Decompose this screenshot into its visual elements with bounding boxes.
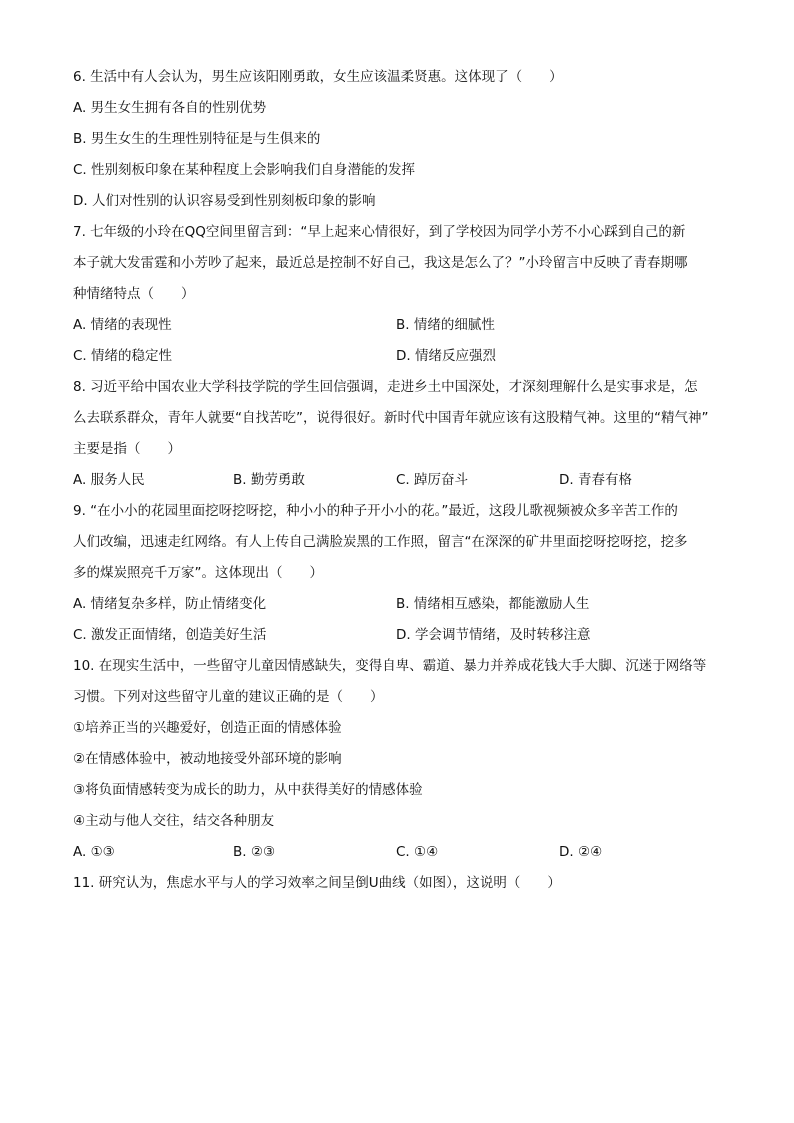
question-8-stem-line-3: 主要是指（ ） (73, 441, 181, 457)
exam-page (73, 62, 733, 899)
question-10-statement-1: ①培养正当的兴趣爱好，创造正面的情感体验 (73, 720, 342, 736)
question-8-stem-line-2: 么去联系群众，青年人就要“自找苦吃”，说得很好。新时代中国青年就应该有这股精气神。这里的“精气神” (73, 410, 709, 426)
question-8-option-b: B. 勤劳勇敢 (233, 472, 305, 488)
question-7-option-c: C. 情绪的稳定性 (73, 348, 173, 364)
question-9-option-a: A. 情绪复杂多样，防止情绪变化 (73, 596, 267, 612)
question-7-options-row-1 (73, 310, 733, 341)
question-9-option-c: C. 激发正面情绪，创造美好生活 (73, 627, 267, 643)
question-8-options-row (73, 465, 733, 496)
question-7-option-b: B. 情绪的细腻性 (396, 317, 495, 333)
question-6-option-a: A. 男生女生拥有各自的性别优势 (73, 100, 267, 116)
question-10 (73, 651, 733, 868)
question-10-options-row (73, 837, 733, 868)
question-10-statement-2: ②在情感体验中，被动地接受外部环境的影响 (73, 751, 342, 767)
question-10-option-c: C. ①④ (396, 844, 439, 860)
question-6 (73, 62, 733, 217)
question-9-stem-line-2: 人们改编，迅速走红网络。有人上传自己满脸炭黑的工作照，留言“在深深的矿井里面挖呀挖呀挖，挖多 (73, 534, 688, 550)
question-9-options-row-2 (73, 620, 733, 651)
question-9-option-b: B. 情绪相互感染，都能激励人生 (396, 596, 590, 612)
question-9-stem-line-1: 9. “在小小的花园里面挖呀挖呀挖，种小小的种子开小小的花。”最近，这段儿歌视频被众多辛苦工作的 (73, 503, 678, 519)
question-8-stem-line-1: 8. 习近平给中国农业大学科技学院的学生回信强调，走进乡土中国深处，才深刻理解什么是实事求是，怎 (73, 379, 698, 395)
question-7-stem-line-3: 种情绪特点（ ） (73, 286, 195, 302)
question-8-option-d: D. 青春有格 (559, 472, 632, 488)
question-8-option-a: A. 服务人民 (73, 472, 145, 488)
question-7 (73, 217, 733, 372)
question-10-stem-line-1: 10. 在现实生活中，一些留守儿童因情感缺失，变得自卑、霸道、暴力并养成花钱大手大脚、沉迷于网络等 (73, 658, 707, 674)
question-7-options-row-2 (73, 341, 733, 372)
question-10-stem-line-2: 习惯。下列对这些留守儿童的建议正确的是（ ） (73, 689, 384, 705)
question-6-option-b: B. 男生女生的生理性别特征是与生俱来的 (73, 131, 321, 147)
question-8-option-c: C. 踔厉奋斗 (396, 472, 469, 488)
question-10-statement-3: ③将负面情感转变为成长的助力，从中获得美好的情感体验 (73, 782, 423, 798)
question-9 (73, 496, 733, 651)
question-6-stem: 6. 生活中有人会认为，男生应该阳刚勇敢，女生应该温柔贤惠。这体现了（ ） (73, 69, 563, 85)
question-8 (73, 372, 733, 496)
question-10-option-d: D. ②④ (559, 844, 603, 860)
question-9-stem-line-3: 多的煤炭照亮千万家”。这体现出（ ） (73, 565, 323, 581)
question-7-stem-line-1: 7. 七年级的小玲在QQ空间里留言到：“早上起来心情很好，到了学校因为同学小芳不小心踩到自己的新 (73, 224, 686, 240)
question-7-option-d: D. 情绪反应强烈 (396, 348, 496, 364)
question-11 (73, 868, 733, 899)
question-7-stem-line-2: 本子就大发雷霆和小芳吵了起来，最近总是控制不好自己，我这是怎么了？”小玲留言中反映了青春期哪 (73, 255, 688, 271)
question-10-statement-4: ④主动与他人交往，结交各种朋友 (73, 813, 275, 829)
question-7-option-a: A. 情绪的表现性 (73, 317, 172, 333)
question-9-options-row-1 (73, 589, 733, 620)
question-9-option-d: D. 学会调节情绪，及时转移注意 (396, 627, 591, 643)
question-10-option-b: B. ②③ (233, 844, 276, 860)
question-11-stem: 11. 研究认为，焦虑水平与人的学习效率之间呈倒U曲线（如图），这说明（ ） (73, 875, 561, 891)
question-6-option-c: C. 性别刻板印象在某种程度上会影响我们自身潜能的发挥 (73, 162, 416, 178)
question-6-option-d: D. 人们对性别的认识容易受到性别刻板印象的影响 (73, 193, 376, 209)
question-10-option-a: A. ①③ (73, 844, 115, 860)
